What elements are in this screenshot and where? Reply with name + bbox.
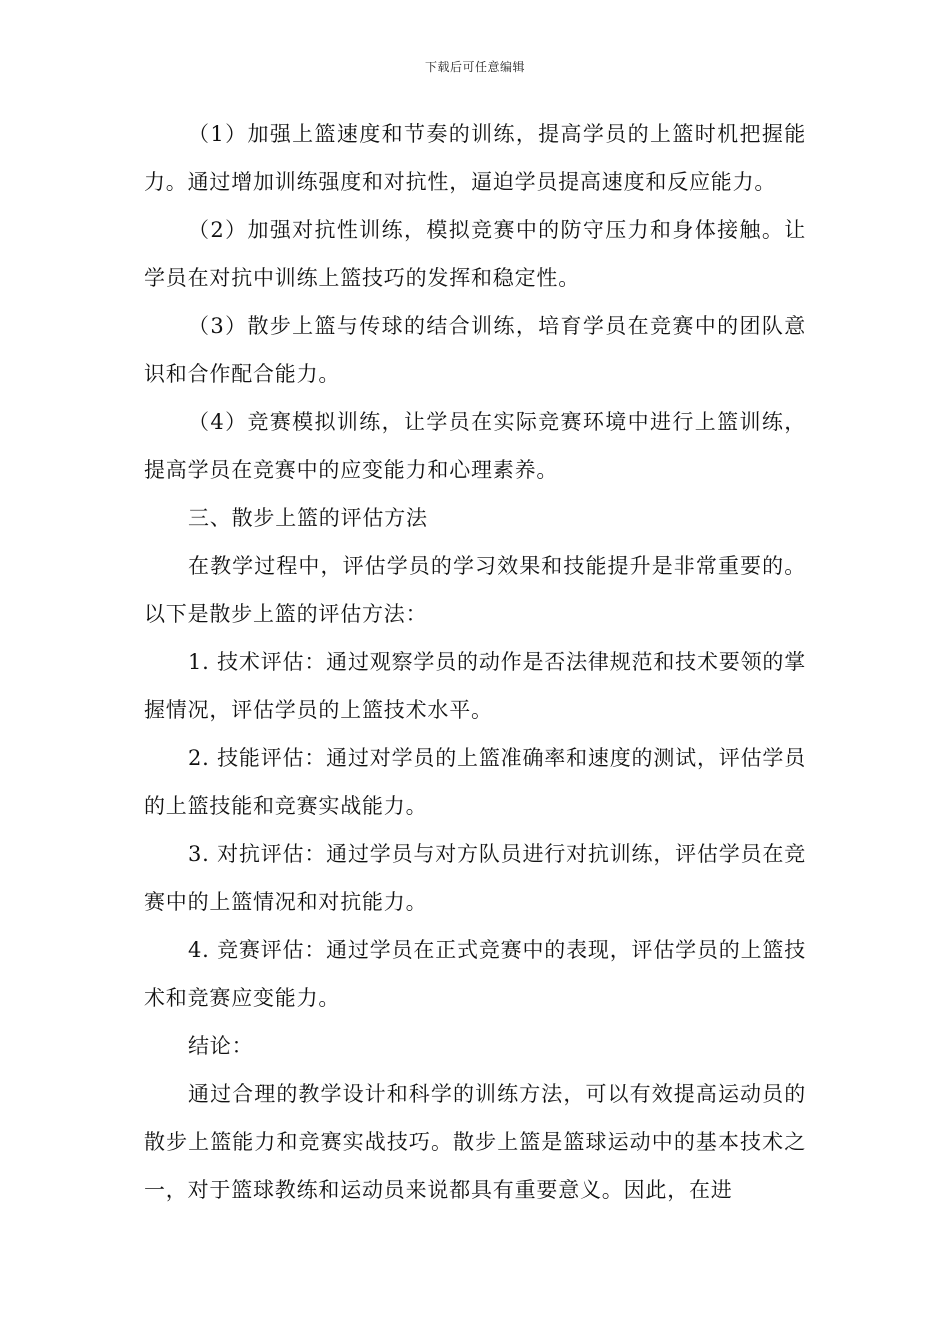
paragraph-evaluation-intro: 在教学过程中，评估学员的学习效果和技能提升是非常重要的。以下是散步上篮的评估方法： (144, 554, 806, 626)
paragraph-training-4: （4）竞赛模拟训练，让学员在实际竞赛环境中进行上篮训练，提高学员在竞赛中的应变能力和心理素养。 (144, 410, 806, 482)
paragraph-evaluation-4: 4. 竞赛评估：通过学员在正式竞赛中的表现，评估学员的上篮技术和竞赛应变能力。 (144, 938, 806, 1010)
paragraph-evaluation-2: 2. 技能评估：通过对学员的上篮准确率和速度的测试，评估学员的上篮技能和竞赛实战能力。 (144, 746, 806, 818)
section-heading-evaluation: 三、散步上篮的评估方法 (188, 506, 428, 530)
paragraph-conclusion: 通过合理的教学设计和科学的训练方法，可以有效提高运动员的散步上篮能力和竞赛实战技巧。散步上篮是篮球运动中的基本技术之一，对于篮球教练和运动员来说都具有重要意义。因此，在进 (144, 1082, 806, 1202)
document-body (144, 110, 806, 1214)
paragraph-training-2: （2）加强对抗性训练，模拟竞赛中的防守压力和身体接触。让学员在对抗中训练上篮技巧的发挥和稳定性。 (144, 218, 806, 290)
section-heading-conclusion: 结论： (188, 1034, 254, 1058)
paragraph-training-3: （3）散步上篮与传球的结合训练，培育学员在竞赛中的团队意识和合作配合能力。 (144, 314, 806, 386)
paragraph-evaluation-1: 1. 技术评估：通过观察学员的动作是否法律规范和技术要领的掌握情况，评估学员的上篮技术水平。 (144, 650, 806, 722)
paragraph-training-1: （1）加强上篮速度和节奏的训练，提高学员的上篮时机把握能力。通过增加训练强度和对抗性，逼迫学员提高速度和反应能力。 (144, 122, 806, 194)
paragraph-evaluation-3: 3. 对抗评估：通过学员与对方队员进行对抗训练，评估学员在竞赛中的上篮情况和对抗能力。 (144, 842, 806, 914)
page-header-note: 下载后可任意编辑 (424, 60, 525, 74)
